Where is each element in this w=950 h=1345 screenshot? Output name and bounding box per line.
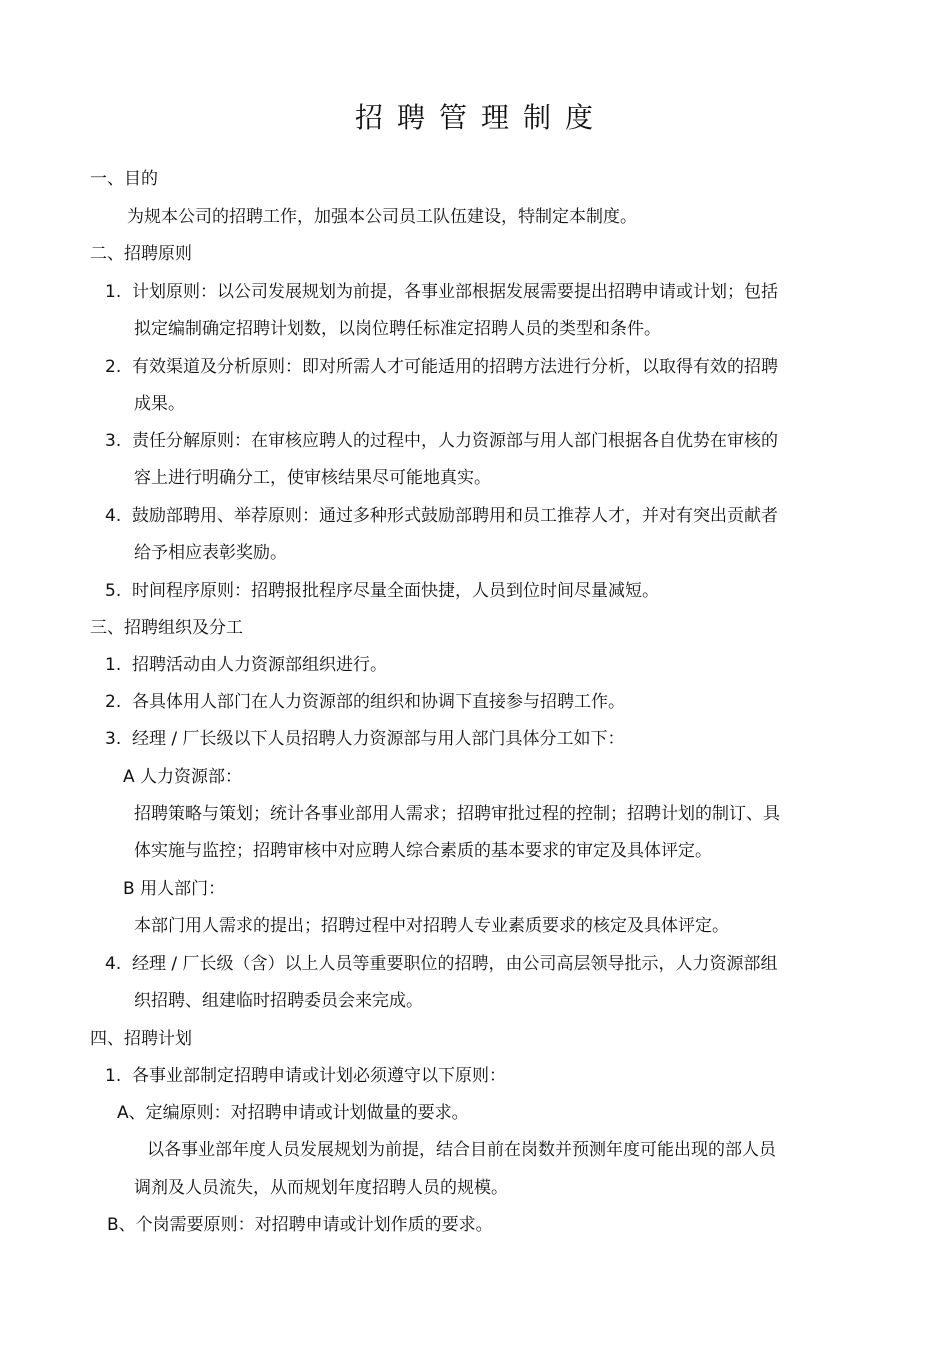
list-item (105, 284, 778, 301)
sub-heading-hr-department: A 人力资源部： (123, 767, 243, 787)
list-item (105, 508, 778, 525)
list-item (105, 694, 625, 711)
list-item (105, 956, 778, 973)
list-text: 时间程序原则：招聘报批程序尽量全面快捷，人员到位时间尽量减短。 (132, 581, 659, 601)
list-text: 经理 / 厂长级以下人员招聘人力资源部与用人部门具体分工如下： (132, 729, 625, 749)
section-heading-organization: 三、招聘组织及分工 (90, 618, 243, 638)
list-text: 招聘活动由人力资源部组织进行。 (132, 655, 387, 675)
list-item (105, 657, 387, 674)
sub-heading-hiring-department: B 用人部门： (123, 879, 226, 899)
paragraph: 招聘策略与策划；统计各事业部用人需求；招聘审批过程的控制；招聘计划的制订、具 (134, 804, 780, 824)
list-number: 4. (105, 506, 122, 526)
list-text: 各具体用人部门在人力资源部的组织和协调下直接参与招聘工作。 (132, 692, 625, 712)
section-heading-purpose: 一、目的 (90, 169, 158, 189)
list-text-continued: 给予相应表彰奖励。 (134, 543, 287, 563)
list-item (105, 583, 659, 600)
list-number: 1. (105, 282, 122, 302)
list-number: 1. (105, 655, 122, 675)
paragraph: 本部门用人需求的提出；招聘过程中对招聘人专业素质要求的核定及具体评定。 (134, 916, 729, 936)
list-text: 有效渠道及分析原则：即对所需人才可能适用的招聘方法进行分析，以取得有效的招聘 (132, 357, 778, 377)
paragraph-continued: 体实施与监控；招聘审核中对应聘人综合素质的基本要求的审定及具体评定。 (134, 841, 712, 861)
section-heading-plan: 四、招聘计划 (90, 1029, 192, 1049)
paragraph: 以各事业部年度人员发展规划为前提，结合目前在岗数并预测年度可能出现的部人员 (147, 1140, 776, 1160)
list-text: 经理 / 厂长级（含）以上人员等重要职位的招聘，由公司高层领导批示，人力资源部组 (132, 954, 778, 974)
list-item (105, 731, 625, 748)
list-text: 责任分解原则：在审核应聘人的过程中，人力资源部与用人部门根据各自优势在审核的 (132, 431, 778, 451)
list-number: 2. (105, 692, 122, 712)
sub-heading-staffing-principle: A、定编原则：对招聘申请或计划做量的要求。 (117, 1103, 469, 1123)
list-text: 鼓励部聘用、举荐原则：通过多种形式鼓励部聘用和员工推荐人才，并对有突出贡献者 (132, 506, 778, 526)
page-title: 招聘管理制度 (355, 101, 608, 134)
paragraph: 为规本公司的招聘工作，加强本公司员工队伍建设，特制定本制度。 (127, 207, 637, 227)
list-number: 2. (105, 357, 122, 377)
list-number: 4. (105, 954, 122, 974)
list-number: 3. (105, 729, 122, 749)
list-item (105, 433, 778, 450)
paragraph-continued: 调剂及人员流失，从而规划年度招聘人员的规模。 (134, 1178, 508, 1198)
list-item (105, 359, 778, 376)
list-number: 5. (105, 581, 122, 601)
list-text-continued: 成果。 (134, 394, 185, 414)
list-text: 计划原则：以公司发展规划为前提，各事业部根据发展需要提出招聘申请或计划；包括 (132, 282, 778, 302)
list-text: 各事业部制定招聘申请或计划必须遵守以下原则： (132, 1066, 506, 1086)
list-text-continued: 容上进行明确分工，使审核结果尽可能地真实。 (134, 468, 491, 488)
list-text-continued: 拟定编制确定招聘计划数，以岗位聘任标准定招聘人员的类型和条件。 (134, 319, 661, 339)
section-heading-principles: 二、招聘原则 (90, 244, 192, 264)
list-number: 1. (105, 1066, 122, 1086)
list-text-continued: 织招聘、组建临时招聘委员会来完成。 (134, 991, 423, 1011)
list-item (105, 1068, 506, 1085)
sub-heading-position-need-principle: B、个岗需要原则：对招聘申请或计划作质的要求。 (107, 1215, 493, 1235)
list-number: 3. (105, 431, 122, 451)
